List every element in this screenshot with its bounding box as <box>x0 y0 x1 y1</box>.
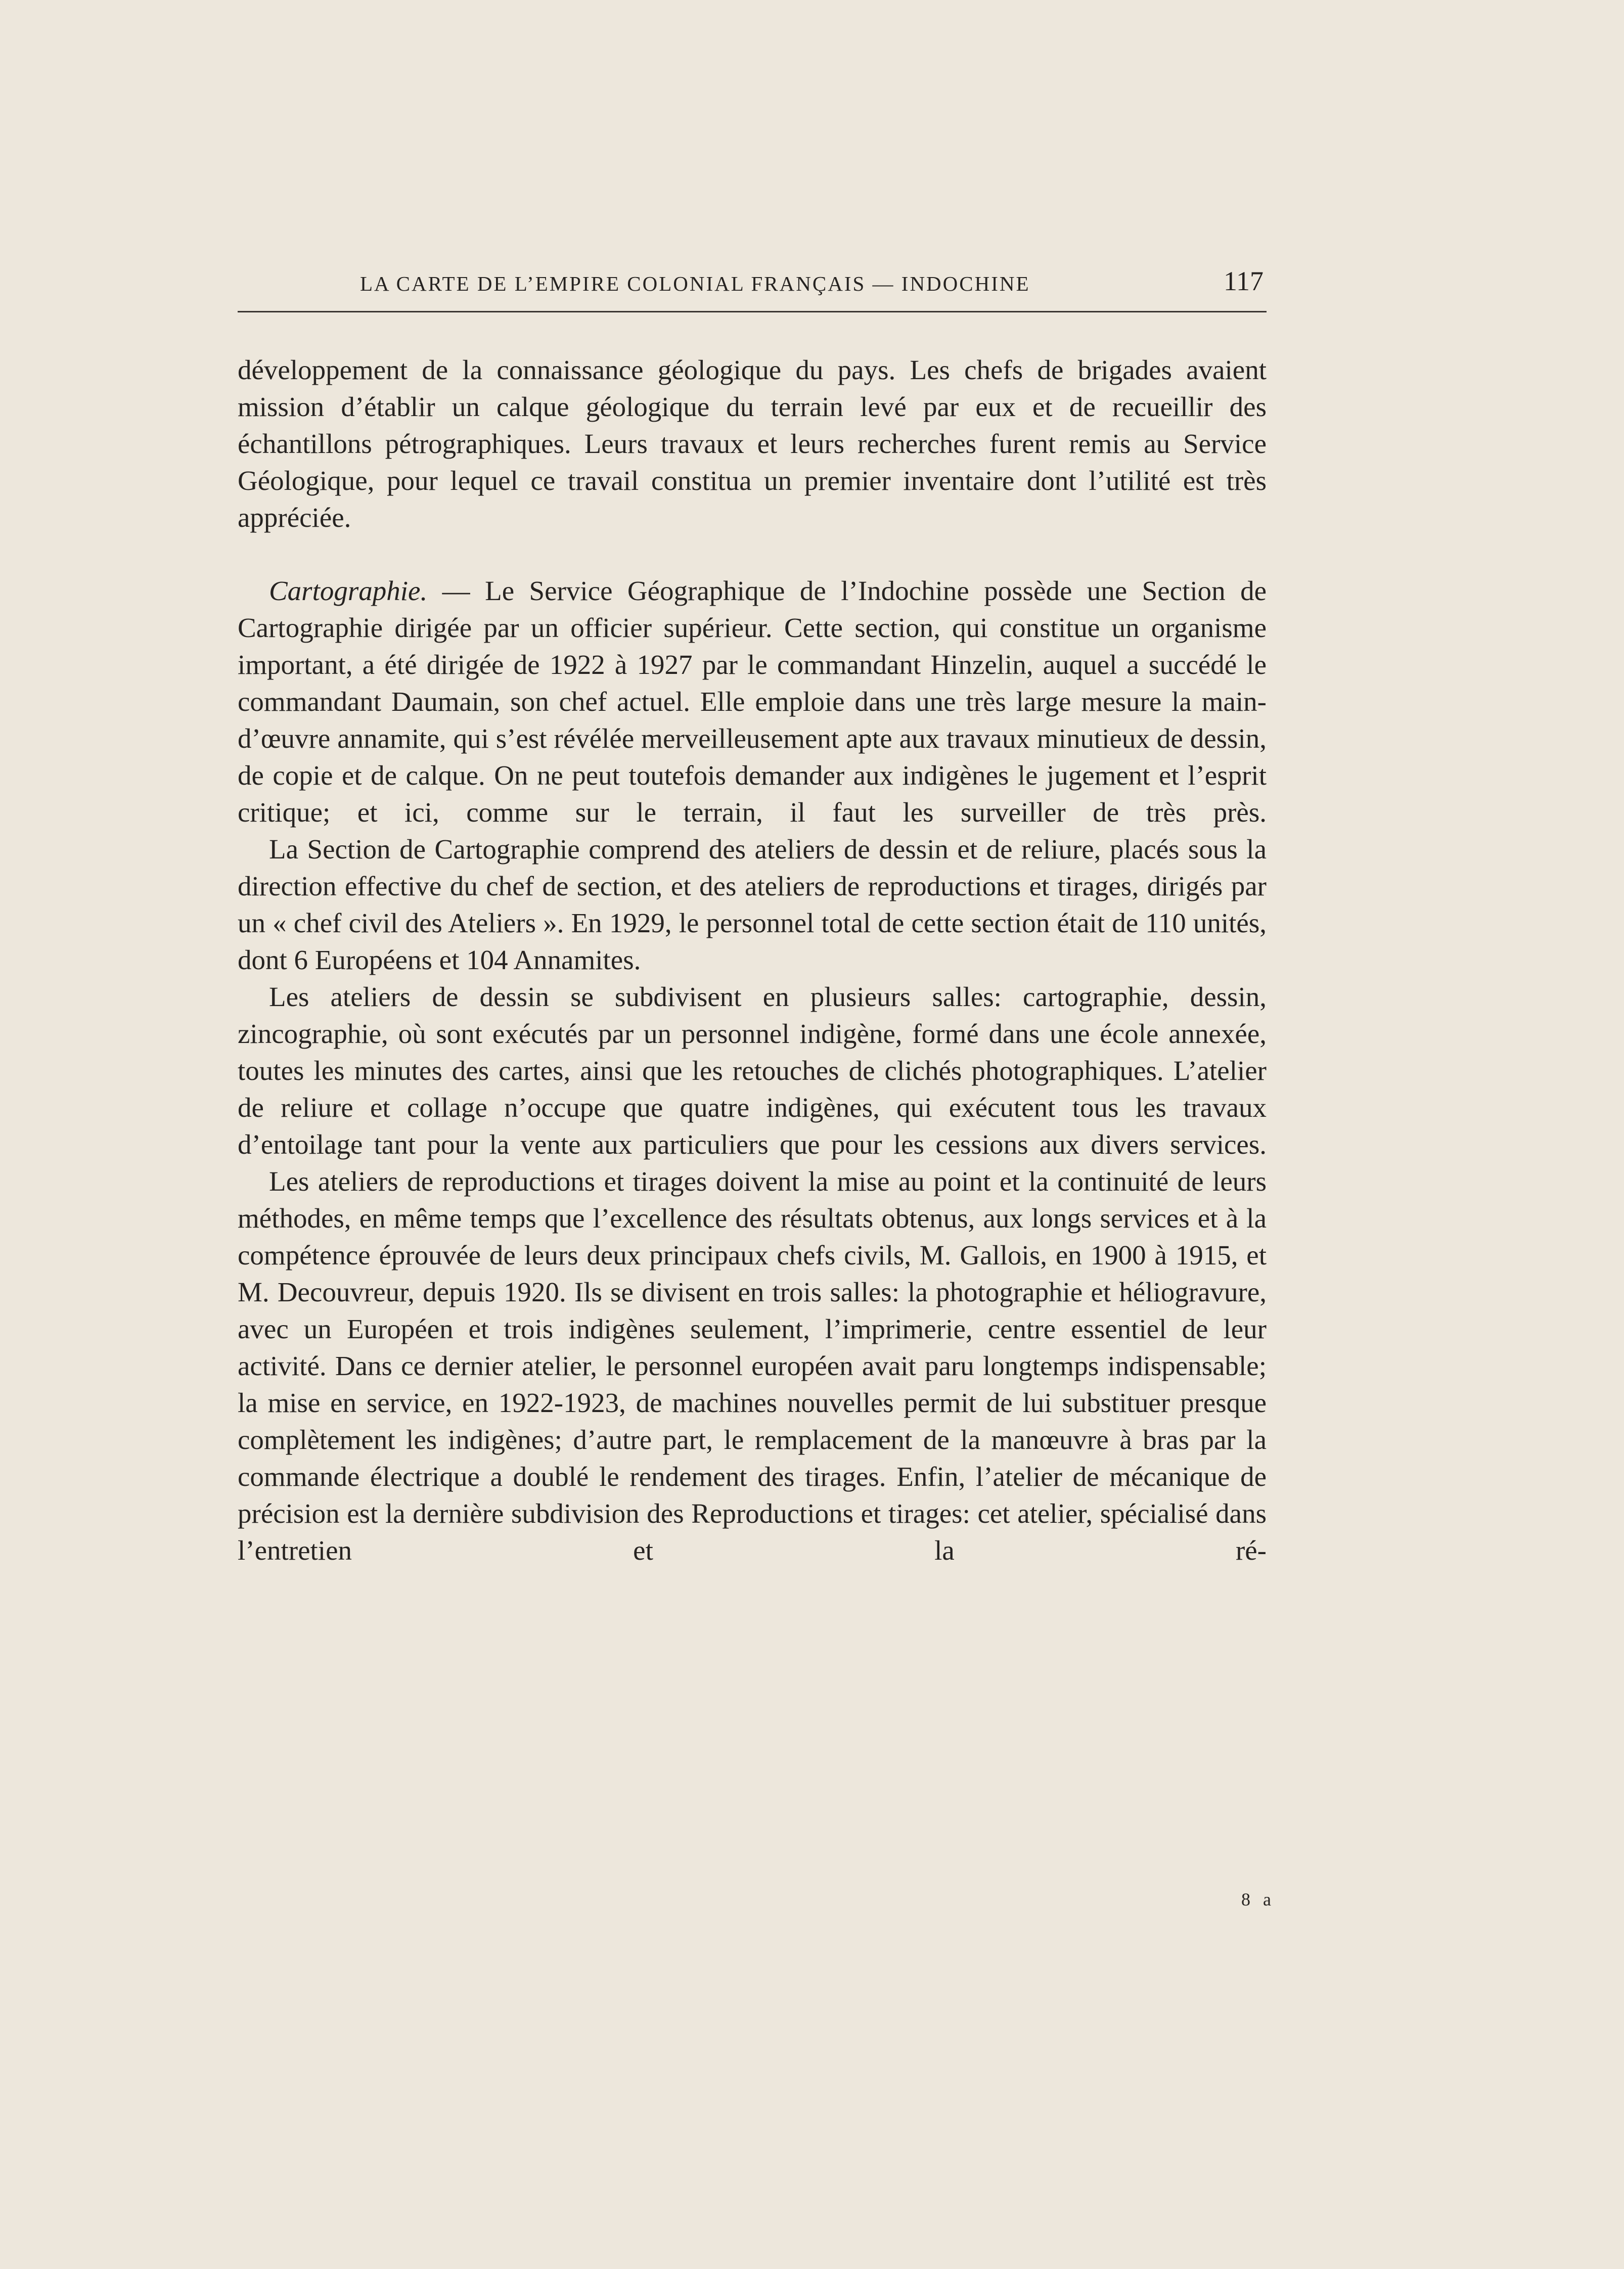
page-number: 117 <box>1224 266 1264 296</box>
paragraph-text: Les ateliers de reproductions et tirages doivent la mise au point et la continuité de leurs méthodes, en même temps que l’excellence des résultats obtenus, aux longs services et à la compétence éprouvée de leurs deux principaux chefs civils, M. Gallois, en 1900 à 1915, et M. Decouvreur, depuis 1920. Ils se divisent en trois salles: la photographie et héliogravure, avec un Européen et trois indigènes seulement, l’imprimerie, centre essentiel de leur activité. Dans ce dernier atelier, le personnel européen avait paru longtemps indispensable; la mise en service, en 1922-1923, de machines nouvelles permit de lui substituer presque complètement les indigènes; d’autre part, le remplacement de la manœuvre à bras par la commande électrique a doublé le rendement des tirages. Enfin, l’atelier de mécanique de précision est la dernière subdivision des Reproductions et tirages: cet atelier, spécialisé dans l’entretien et la ré- <box>238 1166 1267 1566</box>
section-title-cartography: Cartographie. <box>269 575 428 606</box>
paragraph-text: Les ateliers de dessin se subdivisent en plusieurs salles: cartographie, dessin, zincographie, où sont exécutés par un personnel indigène, formé dans une école annexée, toutes les minutes des cartes, ainsi que les retouches de clichés photographiques. L’atelier de reliure et collage n’occupe que quatre indigènes, qui exécutent tous les travaux d’entoilage tant pour la vente aux particuliers que pour les cessions aux divers services. <box>238 981 1267 1160</box>
paragraph-text: — Le Service Géographique de l’Indochine possède une Section de Cartographie dirigée par un officier supérieur. Cette section, qui constitue un organisme important, a été dirigée de 1922 à 1927 par le commandant Hinzelin, auquel a succédé le commandant Daumain, son chef actuel. Elle emploie dans une très large mesure la main-d’œuvre annamite, qui s’est révélée merveilleusement apte aux travaux minutieux de dessin, de copie et de calque. On ne peut toutefois demander aux indigènes le jugement et l’esprit critique; et ici, comme sur le terrain, il faut les surveiller de très près. <box>238 575 1267 828</box>
paragraph-drawing-workshops <box>238 978 1267 1163</box>
paragraph-section-workshops <box>238 831 1267 978</box>
paragraph-text: La Section de Cartographie comprend des ateliers de dessin et de reliure, placés sous la direction effective du chef de section, et des ateliers de reproductions et tirages, dirigés par un « chef civil des Ateliers ». En 1929, le personnel total de cette section était de 110 unités, dont 6 Européens et 104 Annamites. <box>238 834 1267 975</box>
running-header <box>238 265 1267 312</box>
paragraph-cartography <box>238 572 1267 831</box>
paragraph-reproduction-workshops <box>238 1163 1267 1569</box>
signature-mark: 8 a <box>1241 1889 1275 1910</box>
body-text <box>238 351 1267 1569</box>
paragraph-text: développement de la connaissance géologique du pays. Les chefs de brigades avaient mission d’établir un calque géologique du terrain levé par eux et de recueillir des échantillons pétrographiques. Leurs travaux et leurs recherches furent remis au Service Géologique, pour lequel ce travail constitua un premier inventaire dont l’utilité est très appréciée. <box>238 354 1267 533</box>
running-title: LA CARTE DE L’EMPIRE COLONIAL FRANÇAIS — INDOCHINE <box>360 272 1030 295</box>
paragraph-geology-continuation <box>238 351 1267 536</box>
